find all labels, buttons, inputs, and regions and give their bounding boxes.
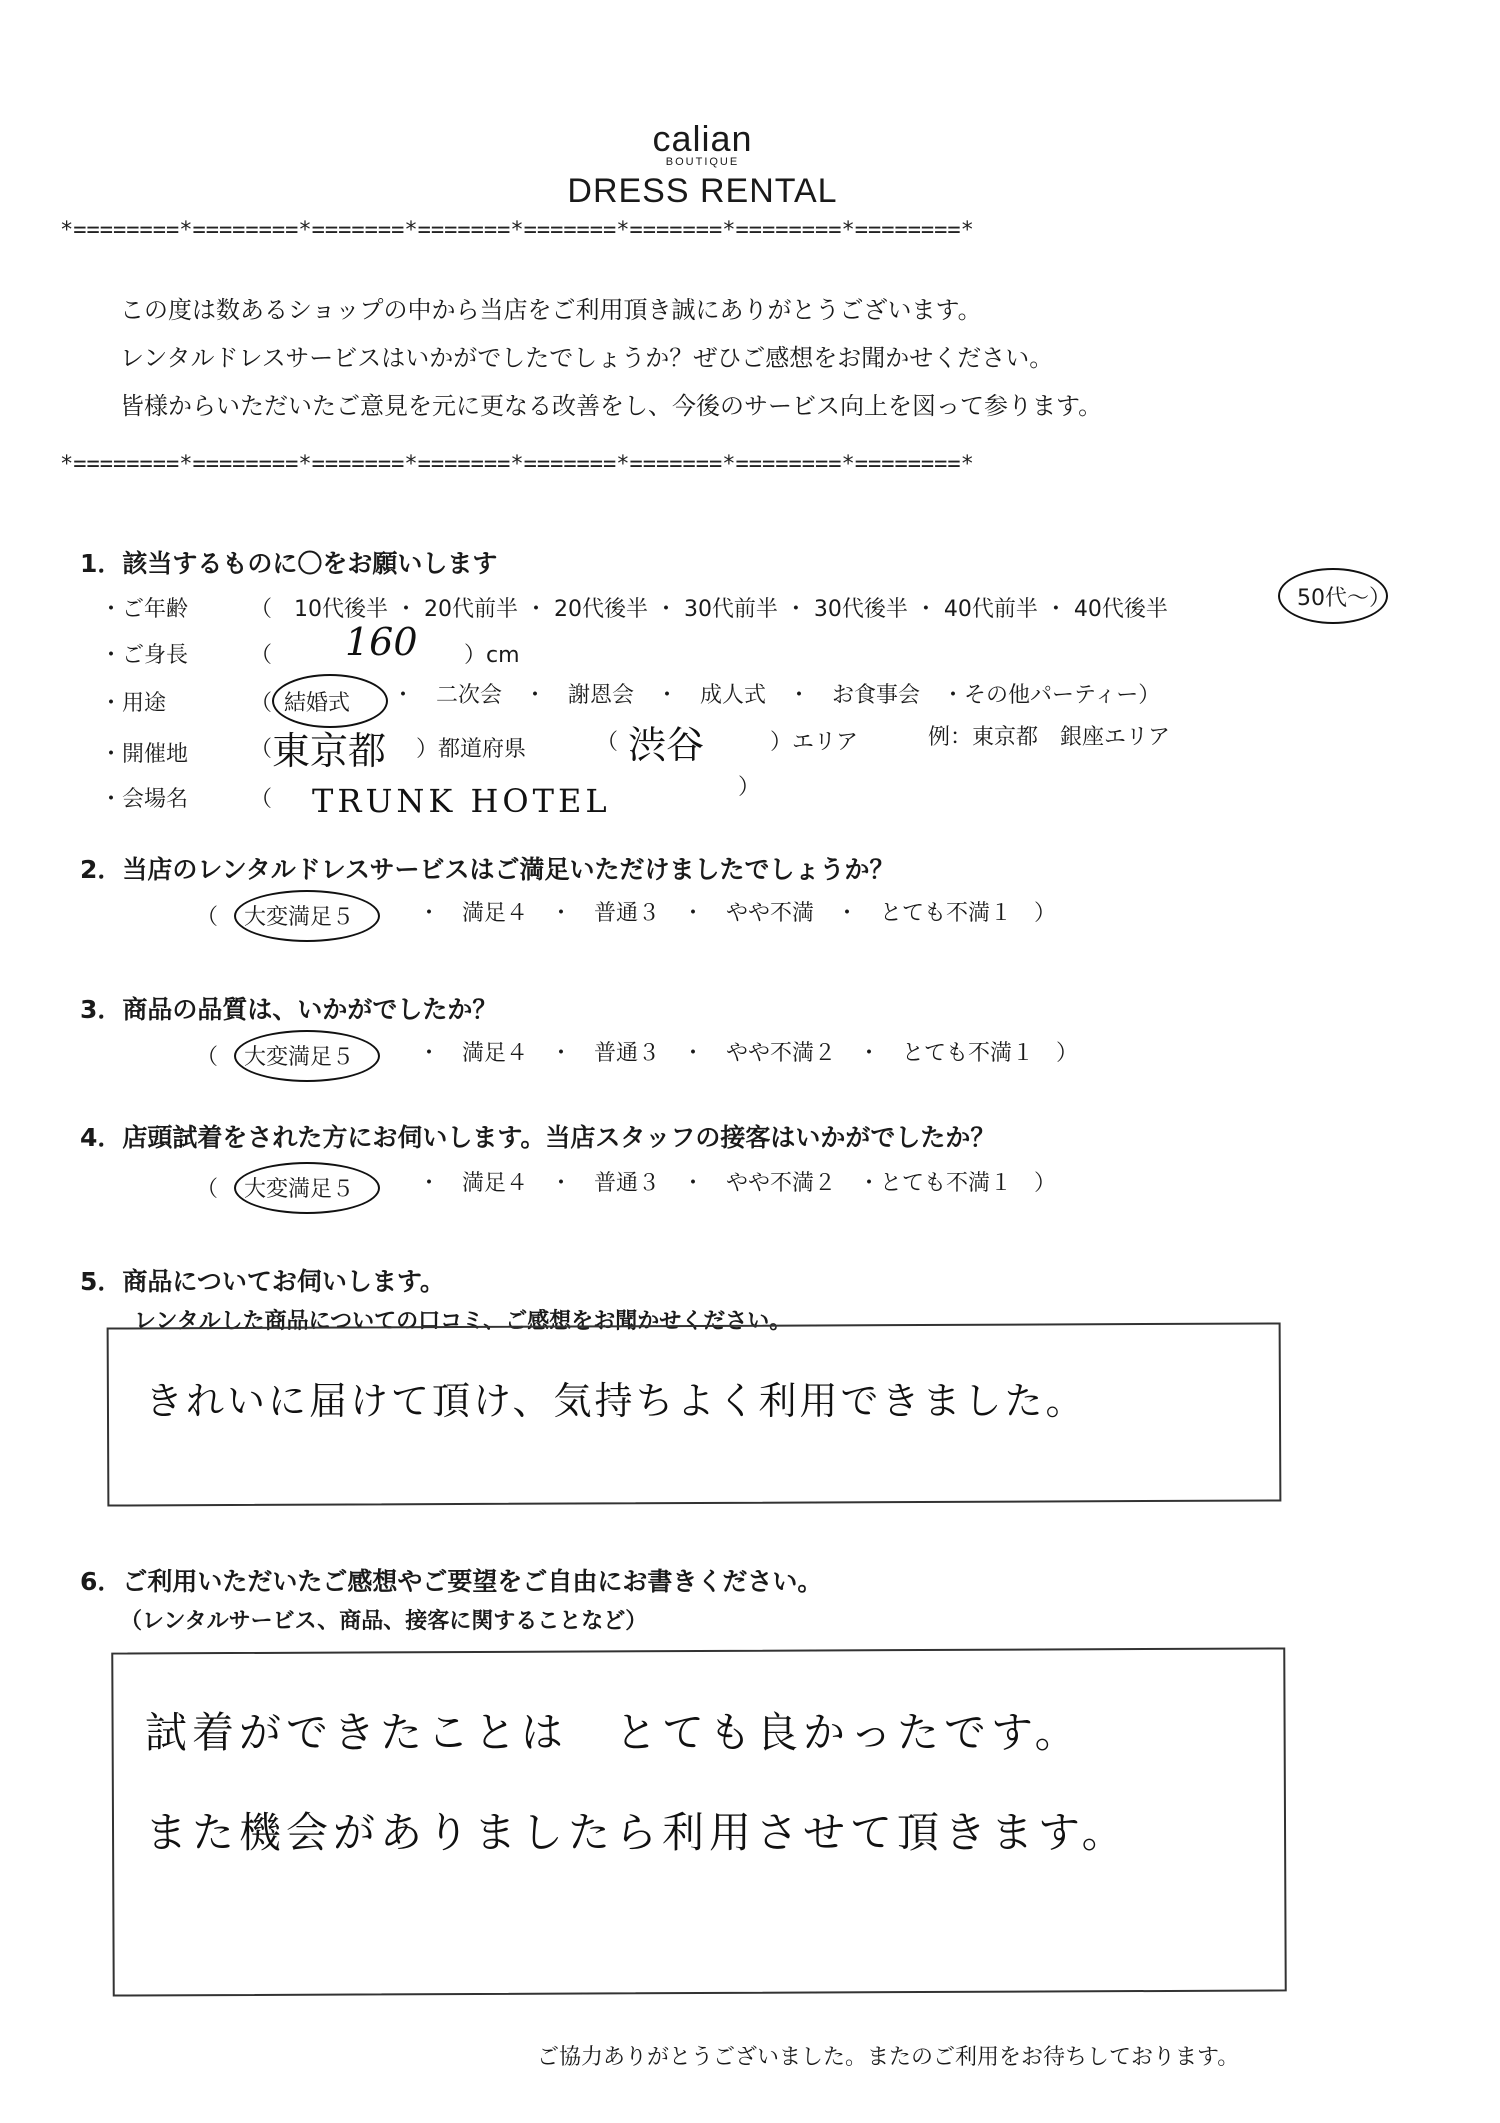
selection-circle bbox=[1278, 568, 1388, 624]
divider-top: *========*========*=======*=======*=======*=======*========*========* bbox=[60, 218, 974, 243]
brand-logo: calian bbox=[652, 118, 753, 159]
divider-bottom: *========*========*=======*=======*=======*=======*========*========* bbox=[60, 452, 974, 477]
question-4-title: 4．店頭試着をされた方にお伺いします。当店スタッフの接客はいかがでしたか？ bbox=[80, 1123, 996, 1152]
height-unit: ）cm bbox=[464, 643, 520, 668]
question-4-open-paren: （ bbox=[196, 1177, 219, 1202]
venue-area-suffix: ）エリア bbox=[770, 730, 859, 755]
venue-label: ・開催地 bbox=[100, 742, 189, 767]
question-6-subtitle: （レンタルサービス、商品、接客に関することなど） bbox=[120, 1609, 648, 1634]
question-3-title: 3．商品の品質は、いかがでしたか？ bbox=[80, 995, 498, 1024]
question-1-title: 1．該当するものに〇をお願いします bbox=[80, 549, 498, 578]
question-2-options: ・ 満足４ ・ 普通３ ・ やや不満 ・ とても不満１ ） bbox=[418, 901, 1057, 926]
venue-example: 例：東京都 銀座エリア bbox=[928, 725, 1171, 750]
venue-prefecture-suffix: ）都道府県 bbox=[416, 737, 527, 762]
intro-line-1: この度は数あるショップの中から当店をご利用頂き誠にありがとうございます。 bbox=[120, 296, 982, 324]
question-3-open-paren: （ bbox=[196, 1045, 219, 1070]
intro-line-3: 皆様からいただいたご意見を元に更なる改善をし、今後のサービス向上を図って参ります。 bbox=[120, 392, 1103, 420]
hall-open-paren: （ bbox=[250, 787, 273, 812]
age-selected: 50代～） bbox=[1297, 586, 1391, 611]
purpose-open-paren: （ bbox=[250, 691, 273, 716]
selection-circle bbox=[234, 1162, 380, 1214]
question-6-title: 6．ご利用いただいたご感想やご要望をご自由にお書きください。 bbox=[80, 1567, 823, 1596]
question-2-title: 2．当店のレンタルドレスサービスはご満足いただけましたでしょうか？ bbox=[80, 855, 895, 884]
purpose-label: ・用途 bbox=[100, 691, 167, 716]
question-3-selected: 大変満足５ bbox=[244, 1045, 355, 1070]
venue-area: 渋谷 bbox=[628, 723, 705, 767]
answer-5-text: きれいに届けて頂け、気持ちよく利用できました。 bbox=[145, 1379, 1087, 1423]
footer-thanks: ご協力ありがとうございました。またのご利用をお待ちしております。 bbox=[537, 2045, 1240, 2070]
question-5-subtitle: レンタルした商品についての口コミ、ご感想をお聞かせください。 bbox=[134, 1309, 792, 1334]
hall-label: ・会場名 bbox=[100, 787, 189, 812]
selection-circle bbox=[234, 1030, 380, 1082]
purpose-selected: 結婚式 bbox=[284, 691, 351, 716]
question-2-selected: 大変満足５ bbox=[244, 905, 355, 930]
answer-6-line-1: 試着ができたことは とても良かったです。 bbox=[145, 1708, 1082, 1757]
venue-open-paren: （ bbox=[250, 737, 273, 762]
intro-line-2: レンタルドレスサービスはいかがでしたでしょうか？ぜひご感想をお聞かせください。 bbox=[120, 344, 1054, 372]
age-label: ・ご年齢 bbox=[100, 597, 189, 622]
question-5-title: 5．商品についてお伺いします。 bbox=[80, 1267, 445, 1296]
question-2-open-paren: （ bbox=[196, 905, 219, 930]
form-title: DRESS RENTAL bbox=[567, 172, 838, 210]
hall-close-paren: ） bbox=[738, 775, 761, 800]
height-value: 160 bbox=[345, 620, 418, 664]
venue-area-open-paren: （ bbox=[596, 730, 619, 755]
venue-prefecture: 東京都 bbox=[272, 729, 387, 773]
height-label: ・ご身長 bbox=[100, 643, 189, 668]
question-3-options: ・ 満足４ ・ 普通３ ・ やや不満２ ・ とても不満１ ） bbox=[418, 1041, 1079, 1066]
age-options: （ 10代後半 ・ 20代前半 ・ 20代後半 ・ 30代前半 ・ 30代後半 ・ 40代前半 ・ 40代後半 bbox=[250, 597, 1168, 622]
purpose-options: ・ 二次会 ・ 謝恩会 ・ 成人式 ・ お食事会 ・その他パーティー） bbox=[392, 683, 1161, 708]
height-open-paren: （ bbox=[250, 643, 273, 668]
brand-subtitle: BOUTIQUE bbox=[665, 156, 740, 168]
hall-value: TRUNK HOTEL bbox=[312, 782, 611, 820]
selection-circle bbox=[234, 890, 380, 942]
question-4-options: ・ 満足４ ・ 普通３ ・ やや不満２ ・とても不満１ ） bbox=[418, 1171, 1057, 1196]
answer-6-line-2: また機会がありましたら利用させて頂きます。 bbox=[145, 1808, 1129, 1857]
question-4-selected: 大変満足５ bbox=[244, 1177, 355, 1202]
